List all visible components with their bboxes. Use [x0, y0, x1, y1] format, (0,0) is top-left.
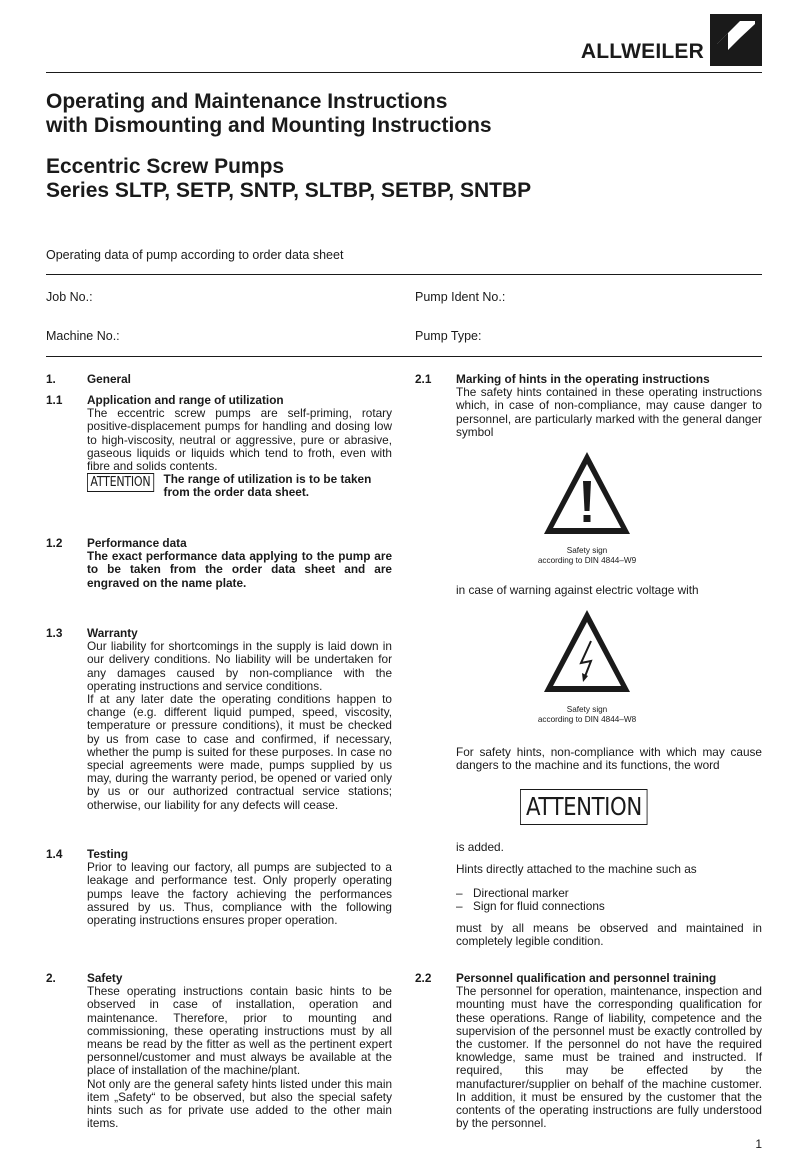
- section-heading: Performance data: [87, 536, 187, 550]
- page-number: 1: [755, 1137, 762, 1151]
- section-number: 1.4: [46, 847, 63, 861]
- section-1-3: [46, 627, 392, 812]
- section-number: 2.2: [415, 971, 432, 985]
- caption-line: Safety sign: [566, 705, 608, 714]
- title-line-1: Operating and Maintenance Instructions: [46, 90, 448, 113]
- caption-line: Safety sign: [566, 546, 608, 555]
- right-column: [415, 0, 762, 1165]
- machine-danger-text: [415, 746, 762, 772]
- section-number: 1.1: [46, 393, 63, 407]
- title-line-4: Series SLTP, SETP, SNTP, SLTBP, SETBP, SNTBP: [46, 179, 532, 202]
- caption-line: according to DIN 4844–W8: [537, 715, 637, 724]
- section-number: 2.: [46, 971, 56, 985]
- attention-note: [87, 473, 392, 499]
- job-no-label: Job No.:: [46, 290, 93, 304]
- section-number: 2.1: [415, 372, 432, 386]
- section-number: 1.: [46, 372, 56, 386]
- title-line-3: Eccentric Screw Pumps: [46, 155, 285, 178]
- section-2-1: [415, 373, 762, 439]
- section-heading: Personnel qualification and personnel training: [456, 971, 717, 985]
- pump-type-label: Pump Type:: [415, 329, 482, 343]
- section-1: [46, 373, 392, 386]
- section-text: is added.: [456, 840, 504, 854]
- section-text: The exact performance data applying to the pump are to be taken from the order data sheet and are engraved on the name plate.: [87, 549, 392, 590]
- section-text: The personnel for operation, maintenance, inspection and mounting must have the corresponding qualification for these operations. Range of liability, competence and the supervision of the personnel must be exactly controlled by the customer. If the personnel do not have the required knowledge, same must be trained and instructed. If required, this may be effected by the manufacturer/supplier on behalf of the machine customer. In addition, it must be ensured by the customer that the contents of the operating instructions are fully understood by the personnel.: [456, 984, 762, 1131]
- section-text: These operating instructions contain basic hints to be observed in case of installation, operation and maintenance. Therefore, prior to mounting and commissioning, these operating instructions must by all means be read by the fitter as well as the pertinent expert personnel/customer and must always be available at the place of installation of the machine/plant.: [87, 984, 392, 1078]
- section-heading: Application and range of utilization: [87, 393, 284, 407]
- hints-text: [415, 863, 762, 876]
- section-1-1: [46, 394, 392, 500]
- section-text: Hints directly attached to the machine such as: [456, 862, 697, 876]
- title-line-2: with Dismounting and Mounting Instructions: [46, 114, 492, 137]
- section-text: Prior to leaving our factory, all pumps are subjected to a leakage and performance test. Only properly operating pumps leave the factory achieving the performances assured by us. Thus, compliance with the following operating instructions ensures proper operation.: [87, 860, 392, 928]
- section-heading: Testing: [87, 847, 129, 861]
- section-1-4: [46, 848, 392, 927]
- general-danger-warning-icon: [541, 449, 633, 537]
- section-number: 1.3: [46, 626, 63, 640]
- sign-caption-w8: [507, 705, 667, 725]
- machine-no-label: Machine No.:: [46, 329, 120, 343]
- section-text: Not only are the general safety hints listed under this main item „Safety“ to be observed, but also the special safety hints such as for private use added to the other main items.: [87, 1076, 392, 1131]
- section-heading: General: [87, 372, 131, 386]
- section-text: Our liability for shortcomings in the supply is laid down in our delivery conditions. No liability will be undertaken for any damages caused by non-compliance with the operating instructions and service conditions.: [87, 639, 392, 693]
- section-2: [46, 972, 392, 1130]
- brand-name: ALLWEILER: [580, 40, 704, 63]
- section-text: For safety hints, non-compliance with which may cause dangers to the machine and its functions, the word: [456, 745, 762, 773]
- section-1-2: [46, 537, 392, 590]
- list-item: – Directional marker: [456, 887, 762, 900]
- section-text: in case of warning against electric voltage with: [456, 583, 699, 597]
- electric-voltage-warning-icon: [541, 607, 633, 695]
- section-text: The safety hints contained in these operating instructions which, in case of non-compliance, may cause danger to personnel, are particularly marked with the general danger symbol: [456, 385, 762, 439]
- section-heading: Warranty: [87, 626, 138, 640]
- attention-label: ATTENTION: [87, 473, 154, 492]
- attention-label-large: ATTENTION: [520, 789, 648, 825]
- caption-line: according to DIN 4844–W9: [537, 556, 637, 565]
- added-text: [415, 841, 762, 854]
- legible-text: [415, 922, 762, 948]
- sign-caption-w9: [507, 546, 667, 566]
- hints-list: [415, 887, 762, 913]
- section-heading: Safety: [87, 971, 123, 985]
- operating-data-heading: Operating data of pump according to order data sheet: [46, 248, 344, 262]
- list-item: – Sign for fluid connections: [456, 900, 762, 913]
- electric-warning-text: [415, 584, 762, 597]
- section-heading: Marking of hints in the operating instructions: [456, 372, 710, 386]
- section-text: must by all means be observed and maintained in completely legible condition.: [456, 921, 762, 949]
- pump-ident-no-label: Pump Ident No.:: [415, 290, 506, 304]
- section-text: If at any later date the operating conditions happen to change (e.g. different liquid pumped, speed, viscosity, temperature or pressure conditions), it must be checked by us from case to case and confirmed, if necessary, whether the pump is suited for these purposes. In case no special agreements were made, pumps supplied by us may, during the warranty period, be opened or varied only by us or our authorized contractual service stations; otherwise, our liability for any defects will cease.: [87, 692, 392, 812]
- section-number: 1.2: [46, 536, 63, 550]
- section-2-2: [415, 972, 762, 1130]
- attention-text: The range of utilization is to be taken from the order data sheet.: [163, 472, 372, 500]
- section-text: The eccentric screw pumps are self-priming, rotary positive-displacement pumps for handling and dosing low to high-viscosity, neutral or aggressive, pure or abrasive, gaseous liquids or liquids which tend to froth, even with fibre and solids contents.: [87, 406, 392, 474]
